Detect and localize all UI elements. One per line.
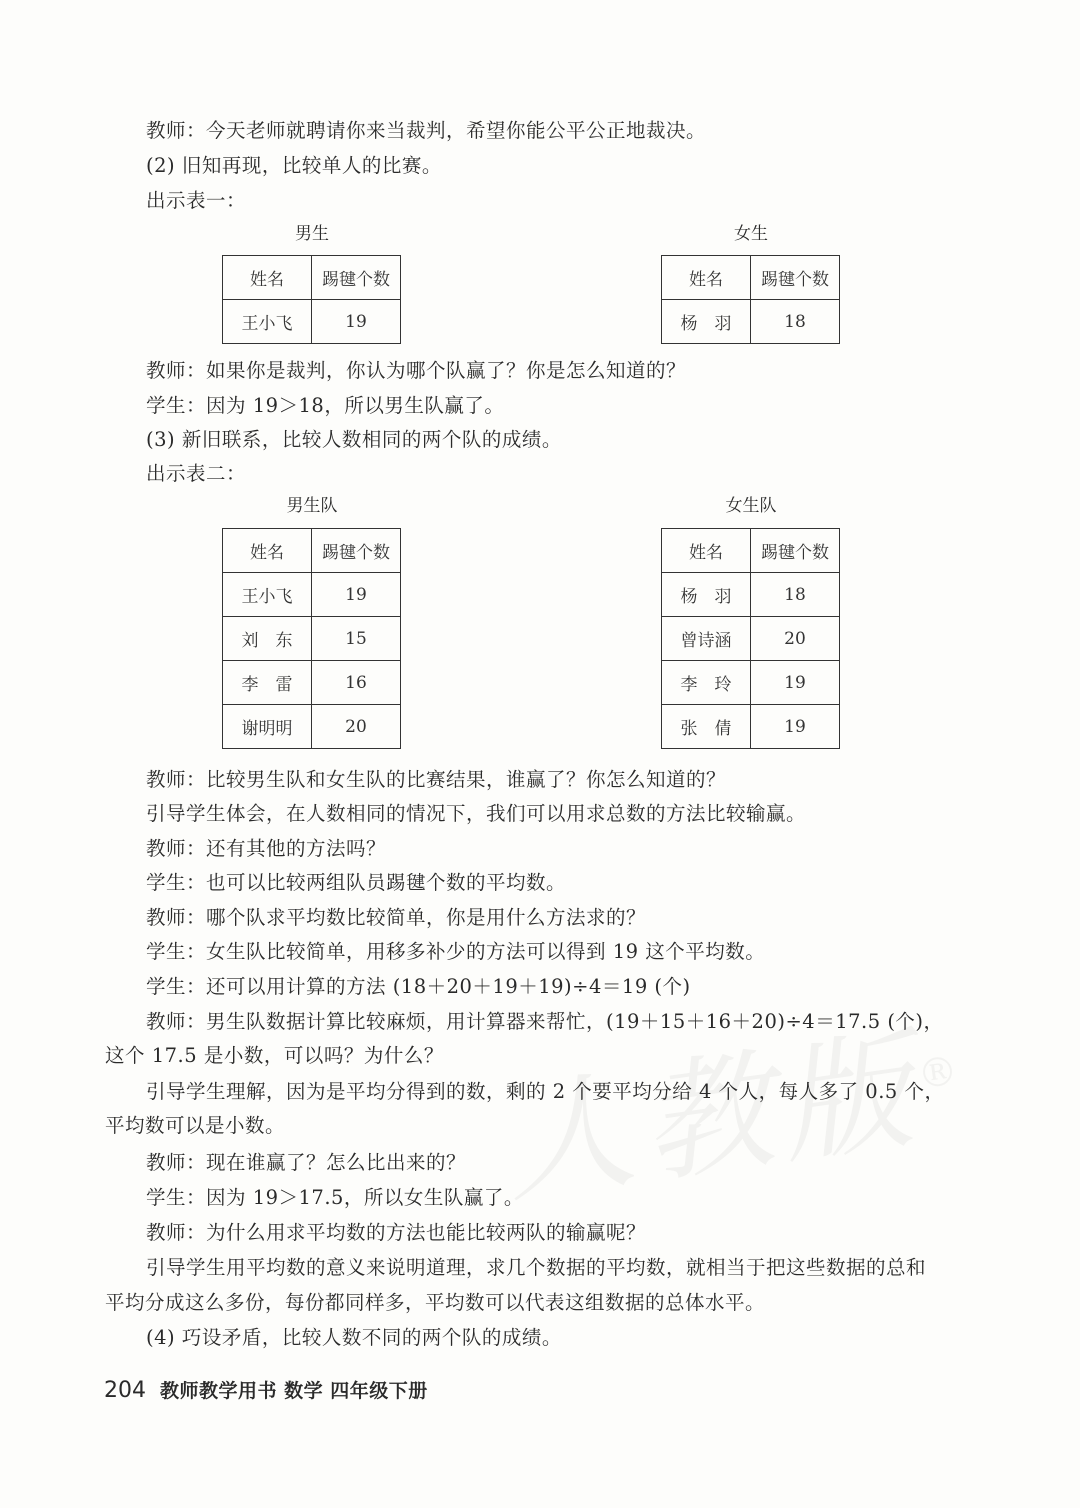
count-cell: 20 <box>751 617 840 661</box>
text-line-9: 引导学生体会，在人数相同的情况下，我们可以用求总数的方法比较输赢。 <box>146 802 807 825</box>
name-cell: 李 雷 <box>223 661 312 705</box>
table1-girls-caption: 女生 <box>734 224 768 244</box>
table2-girls-caption: 女生队 <box>725 496 777 516</box>
count-cell: 19 <box>312 573 401 617</box>
count-cell: 19 <box>312 300 401 344</box>
table-header-row <box>662 256 840 300</box>
header-cell: 姓名 <box>223 529 312 573</box>
table-row <box>223 573 401 617</box>
text-line-20: 学生：因为 19＞17.5，所以女生队赢了。 <box>146 1186 524 1209</box>
text-line-3: 出示表一： <box>146 189 247 212</box>
table-row <box>662 300 840 344</box>
count-cell: 19 <box>751 661 840 705</box>
book-title: 教师教学用书 数学 四年级下册 <box>160 1380 428 1402</box>
name-cell: 谢明明 <box>223 705 312 749</box>
text-line-21: 教师：为什么用求平均数的方法也能比较两队的输赢呢？ <box>146 1221 647 1244</box>
text-line-17: 引导学生理解，因为是平均分得到的数，剩的 2 个要平均分给 4 个人，每人多了 0.5 个， <box>146 1080 945 1103</box>
table2-boys <box>222 528 401 749</box>
text-line-5: 学生：因为 19＞18，所以男生队赢了。 <box>146 394 505 417</box>
table-row <box>223 300 401 344</box>
text-line-1: 教师：今天老师就聘请你来当裁判，希望你能公平公正地裁决。 <box>146 119 707 142</box>
count-cell: 18 <box>751 300 840 344</box>
table-header-row <box>223 256 401 300</box>
table1-boys <box>222 255 401 344</box>
text-line-14: 学生：还可以用计算的方法 (18＋20＋19＋19)÷4＝19 (个) <box>146 975 691 998</box>
name-cell: 张 倩 <box>662 705 751 749</box>
header-cell: 姓名 <box>662 529 751 573</box>
name-cell: 杨 羽 <box>662 573 751 617</box>
text-line-2: (2) 旧知再现，比较单人的比赛。 <box>146 154 442 177</box>
table2-boys-caption: 男生队 <box>286 496 338 516</box>
header-cell: 踢毽个数 <box>751 256 840 300</box>
text-line-15: 教师：男生队数据计算比较麻烦，用计算器来帮忙，(19＋15＋16＋20)÷4＝17.5 (个)， <box>146 1010 944 1033</box>
table-header-row <box>223 529 401 573</box>
text-line-24: (4) 巧设矛盾，比较人数不同的两个队的成绩。 <box>146 1326 562 1349</box>
table1-girls <box>661 255 840 344</box>
text-line-10: 教师：还有其他的方法吗？ <box>146 837 387 860</box>
page-footer <box>104 1376 428 1403</box>
page-number: 204 <box>104 1378 146 1403</box>
text-line-4: 教师：如果你是裁判，你认为哪个队赢了？你是怎么知道的？ <box>146 359 687 382</box>
table1-boys-caption: 男生 <box>295 224 329 244</box>
text-line-18: 平均数可以是小数。 <box>105 1114 286 1137</box>
table-header-row <box>662 529 840 573</box>
count-cell: 19 <box>751 705 840 749</box>
count-cell: 20 <box>312 705 401 749</box>
count-cell: 16 <box>312 661 401 705</box>
table-row <box>662 573 840 617</box>
name-cell: 杨 羽 <box>662 300 751 344</box>
table-row <box>662 617 840 661</box>
table-row <box>223 661 401 705</box>
name-cell: 刘 东 <box>223 617 312 661</box>
count-cell: 15 <box>312 617 401 661</box>
table-row <box>223 705 401 749</box>
header-cell: 踢毽个数 <box>312 256 401 300</box>
table-row <box>662 661 840 705</box>
text-line-19: 教师：现在谁赢了？怎么比出来的？ <box>146 1151 467 1174</box>
text-line-23: 平均分成这么多份，每份都同样多，平均数可以代表这组数据的总体水平。 <box>105 1291 766 1314</box>
name-cell: 李 玲 <box>662 661 751 705</box>
table-row <box>662 705 840 749</box>
header-cell: 踢毽个数 <box>312 529 401 573</box>
name-cell: 曾诗涵 <box>662 617 751 661</box>
name-cell: 王小飞 <box>223 573 312 617</box>
table2-girls <box>661 528 840 749</box>
text-line-6: (3) 新旧联系，比较人数相同的两个队的成绩。 <box>146 428 562 451</box>
header-cell: 姓名 <box>223 256 312 300</box>
count-cell: 18 <box>751 573 840 617</box>
text-line-8: 教师：比较男生队和女生队的比赛结果，谁赢了？你怎么知道的？ <box>146 768 727 791</box>
text-line-12: 教师：哪个队求平均数比较简单，你是用什么方法求的？ <box>146 906 647 929</box>
name-cell: 王小飞 <box>223 300 312 344</box>
header-cell: 踢毽个数 <box>751 529 840 573</box>
header-cell: 姓名 <box>662 256 751 300</box>
text-line-16: 这个 17.5 是小数，可以吗？为什么？ <box>105 1044 444 1067</box>
text-line-22: 引导学生用平均数的意义来说明道理，求几个数据的平均数，就相当于把这些数据的总和 <box>146 1256 927 1279</box>
text-line-7: 出示表二： <box>146 462 247 485</box>
text-line-11: 学生：也可以比较两组队员踢毽个数的平均数。 <box>146 871 567 894</box>
table-row <box>223 617 401 661</box>
text-line-13: 学生：女生队比较简单，用移多补少的方法可以得到 19 这个平均数。 <box>146 940 766 963</box>
